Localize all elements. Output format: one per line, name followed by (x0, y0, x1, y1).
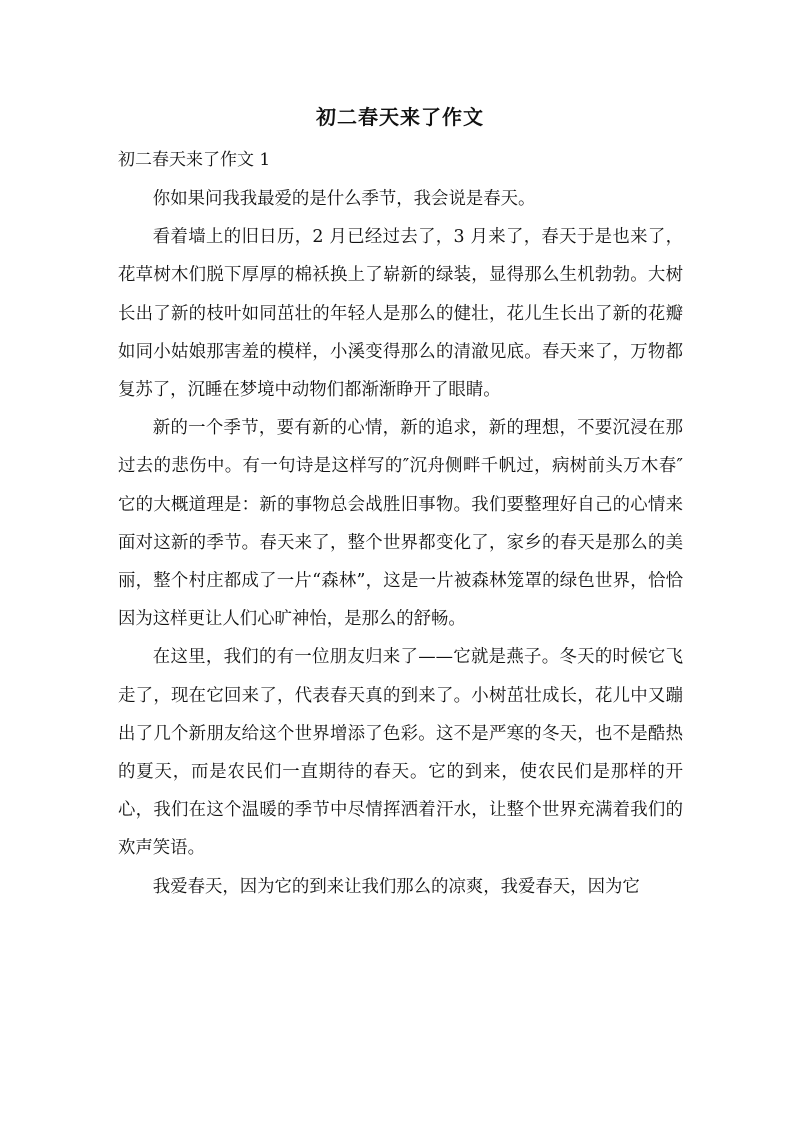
paragraph: 新的一个季节，要有新的心情，新的追求，新的理想，不要沉浸在那过去的悲伤中。有一句诗是这样写的″沉舟侧畔千帆过，病树前头万木春″它的大概道理是：新的事物总会战胜旧事物。我们要整理好自己的心情来面对这新的季节。春天来了，整个世界都变化了，家乡的春天是那么的美丽，整个村庄都成了一片“森林”，这是一片被森林笼罩的绿色世界，恰恰因为这样更让人们心旷神怡，是那么的舒畅。 (118, 418, 683, 630)
essay-body (118, 180, 683, 906)
paragraph: 看着墙上的旧日历，2 月已经过去了，3 月来了，春天于是也来了，花草树木们脱下厚厚的棉袄换上了崭新的绿装，显得那么生机勃勃。大树长出了新的枝叶如同茁壮的年轻人是那么的健壮，花儿生长出了新的花瓣如同小姑娘那害羞的模样，小溪变得那么的清澈见底。春天来了，万物都复苏了，沉睡在梦境中动物们都渐渐睁开了眼睛。 (118, 227, 683, 401)
essay-subtitle: 初二春天来了作文 1 (118, 150, 271, 170)
paragraph: 在这里，我们的有一位朋友归来了——它就是燕子。冬天的时候它飞走了，现在它回来了，代表春天真的到来了。小树茁壮成长，花儿中又蹦出了几个新朋友给这个世界增添了色彩。这不是严寒的冬天，也不是酷热的夏天，而是农民们一直期待的春天。它的到来，使农民们是那样的开心，我们在这个温暖的季节中尽情挥洒着汗水，让整个世界充满着我们的欢声笑语。 (118, 647, 683, 859)
paragraph: 你如果问我我最爱的是什么季节，我会说是春天。 (152, 189, 536, 209)
document-title: 初二春天来了作文 (316, 105, 484, 129)
paragraph: 我爱春天，因为它的到来让我们那么的凉爽，我爱春天，因为它 (152, 876, 640, 897)
